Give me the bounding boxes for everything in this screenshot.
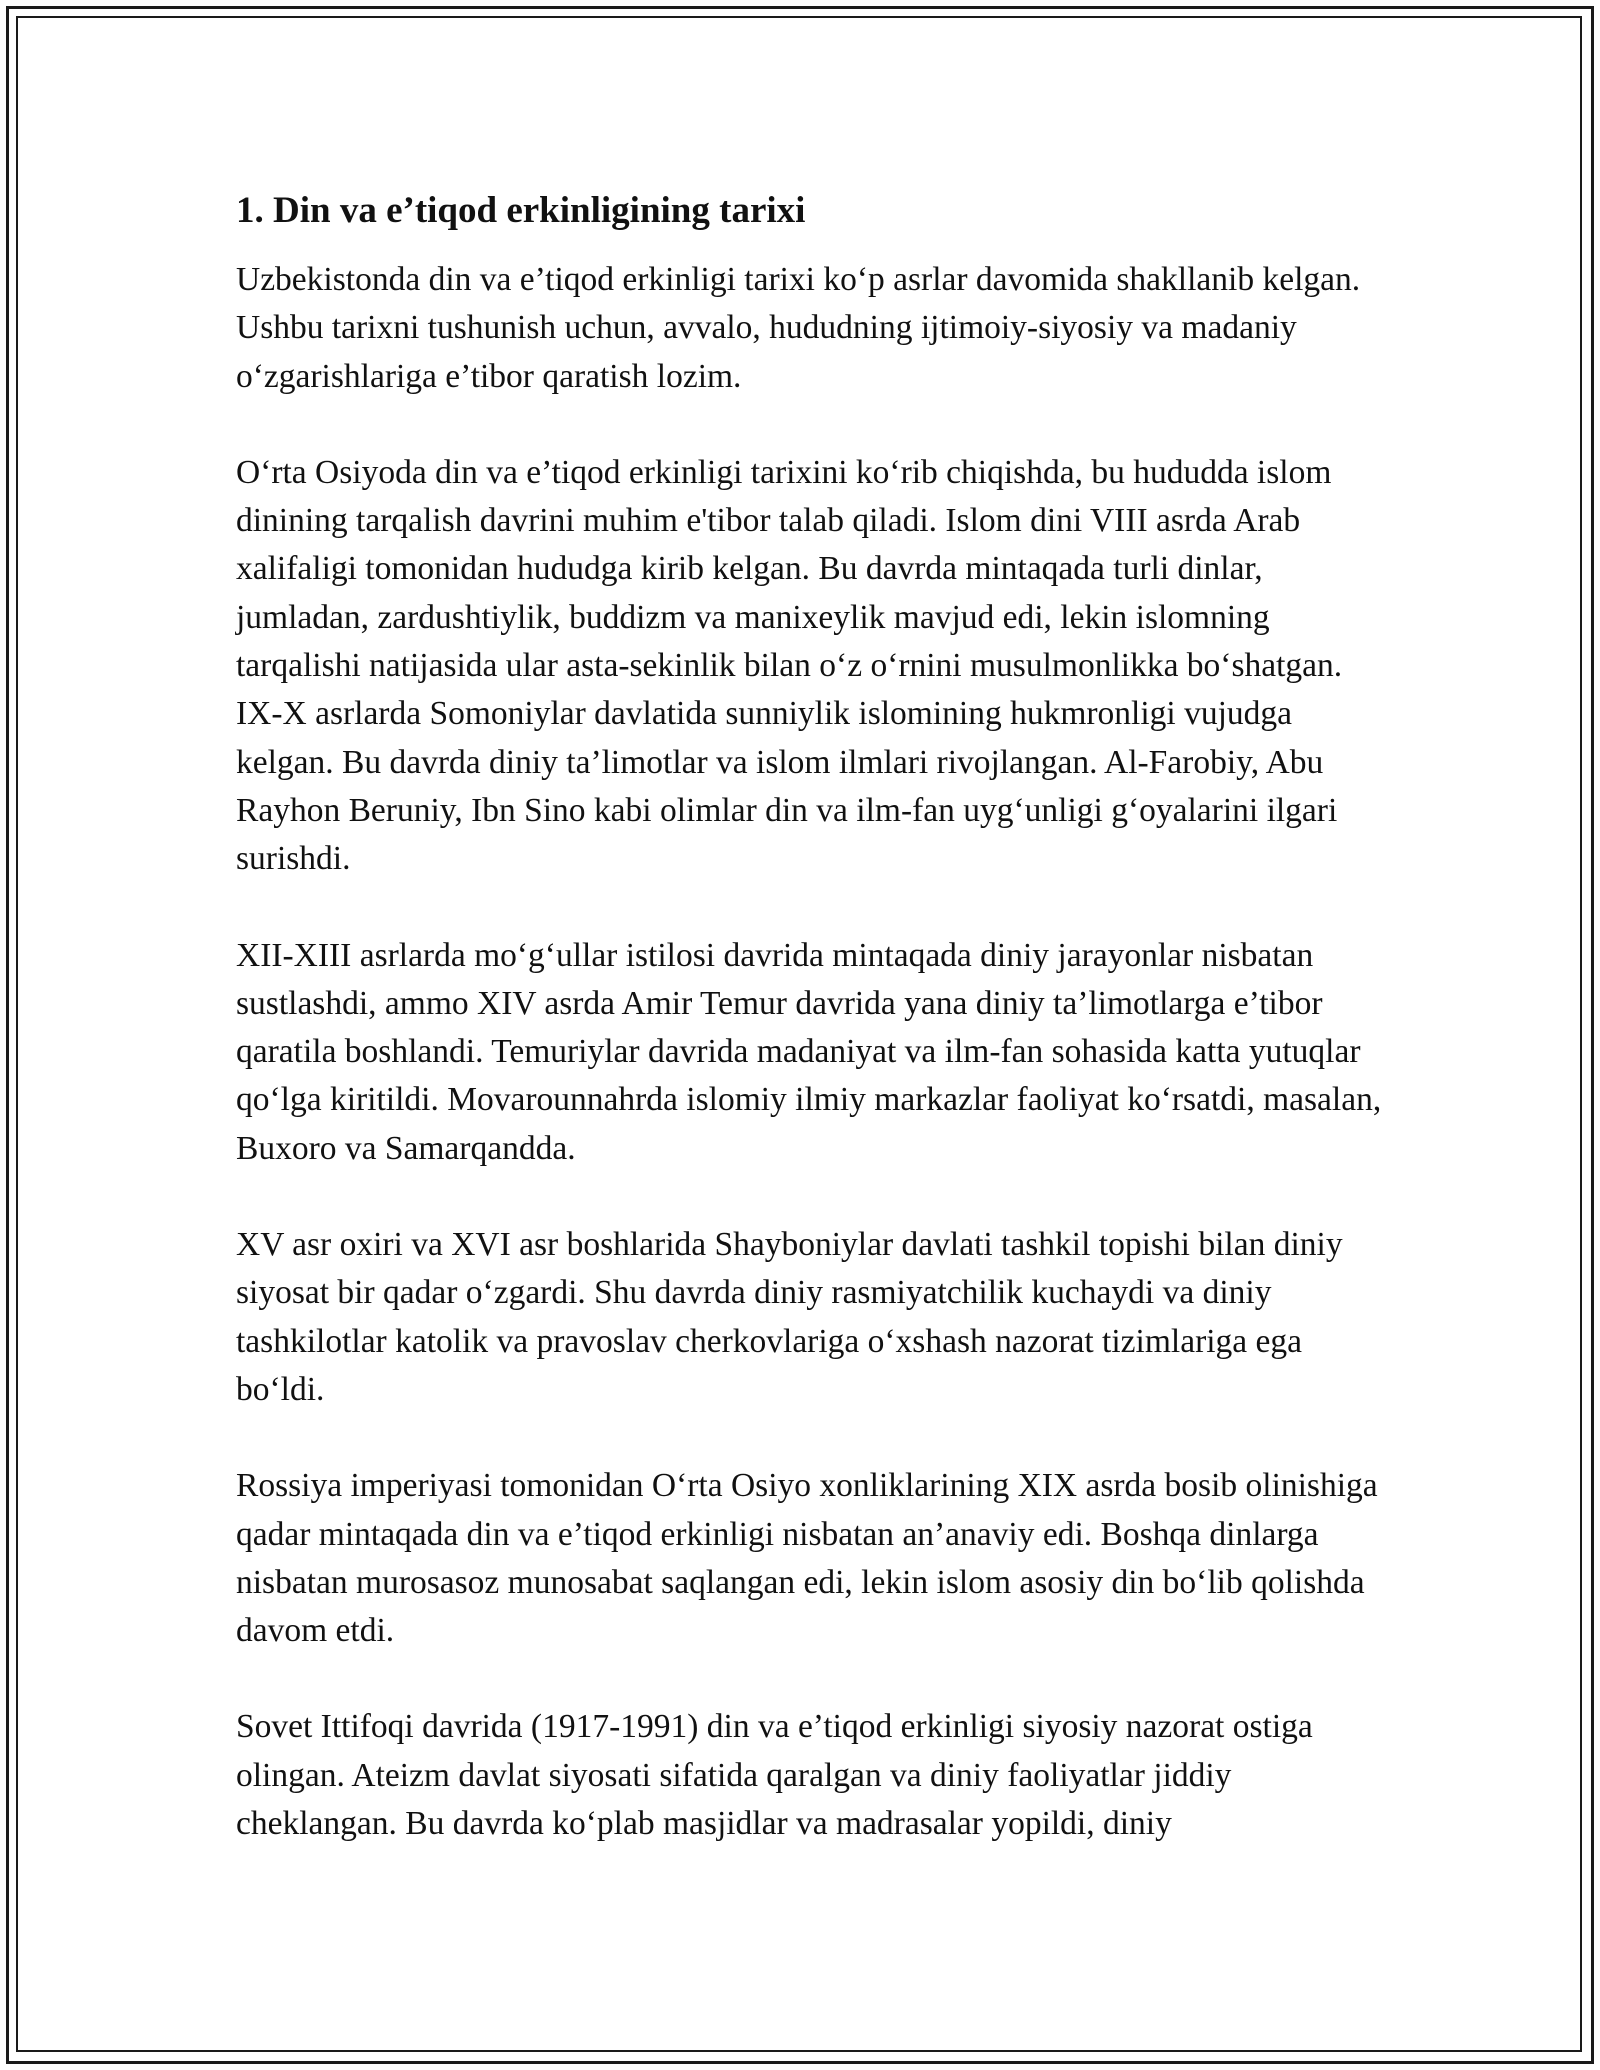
paragraph-soviet: Sovet Ittifoqi davrida (1917-1991) din va e’tiqod erkinligi siyosiy nazorat ostiga olingan. Ateizm davlat siyosati sifatida qaralgan va diniy faoliyatlar jiddiy cheklangan. Bu davrda ko‘plab masjidlar va madrasalar yopildi, diniy bbox=[236, 1708, 1313, 1843]
section-heading: 1. Din va e’tiqod erkinligining tarixi bbox=[236, 190, 806, 231]
document-body bbox=[236, 186, 1386, 1896]
paragraph-mongol-timurid: XII-XIII asrlarda mo‘g‘ullar istilosi davrida mintaqada diniy jarayonlar nisbatan sustlashdi, ammo XIV asrda Amir Temur davrida yana diniy ta’limotlarga e’tibor qaratila boshlandi. Temuriylar davrida madaniyat va ilm-fan sohasida katta yutuqlar qo‘lga kiritildi. Movarounnahrda islomiy ilmiy markazlar faoliyat ko‘rsatdi, masalan, Buxoro va Samarqandda. bbox=[236, 936, 1382, 1167]
paragraph-shaybanid: XV asr oxiri va XVI asr boshlarida Shayboniylar davlati tashkil topishi bilan diniy siyosat bir qadar o‘zgardi. Shu davrda diniy rasmiyatchilik kuchaydi va diniy tashkilotlar katolik va pravoslav cherkovlariga o‘xshash nazorat tizimlariga ega bo‘ldi. bbox=[236, 1226, 1343, 1408]
paragraph-intro: Uzbekistonda din va e’tiqod erkinligi tarixi ko‘p asrlar davomida shakllanib kelgan. Ushbu tarixni tushunish uchun, avvalo, hududning ijtimoiy-siyosiy va madaniy o‘zgarishlariga e’tibor qaratish lozim. bbox=[236, 261, 1361, 395]
paragraph-russian-empire: Rossiya imperiyasi tomonidan O‘rta Osiyo xonliklarining XIX asrda bosib olinishiga qadar mintaqada din va e’tiqod erkinligi nisbatan an’anaviy edi. Boshqa dinlarga nisbatan murosasoz munosabat saqlangan edi, lekin islom asosiy din bo‘lib qolishda davom etdi. bbox=[236, 1467, 1378, 1650]
paragraph-islam-spread: O‘rta Osiyoda din va e’tiqod erkinligi tarixini ko‘rib chiqishda, bu hududda islom dinining tarqalish davrini muhim e'tibor talab qiladi. Islom dini VIII asrda Arab xalifaligi tomonidan hududga kirib kelgan. Bu davrda mintaqada turli dinlar, jumladan, zardushtiylik, buddizm va manixeylik mavjud edi, lekin islomning tarqalishi natijasida ular asta-sekinlik bilan o‘z o‘rnini musulmonlikka bo‘shatgan. IX-X asrlarda Somoniylar davlatida sunniylik islomining hukmronligi vujudga kelgan. Bu davrda diniy ta’limotlar va islom ilmlari rivojlangan. Al-Farobiy, Abu Rayhon Beruniy, Ibn Sino kabi olimlar din va ilm-fan uyg‘unligi g‘oyalarini ilgari surishdi. bbox=[236, 453, 1343, 878]
